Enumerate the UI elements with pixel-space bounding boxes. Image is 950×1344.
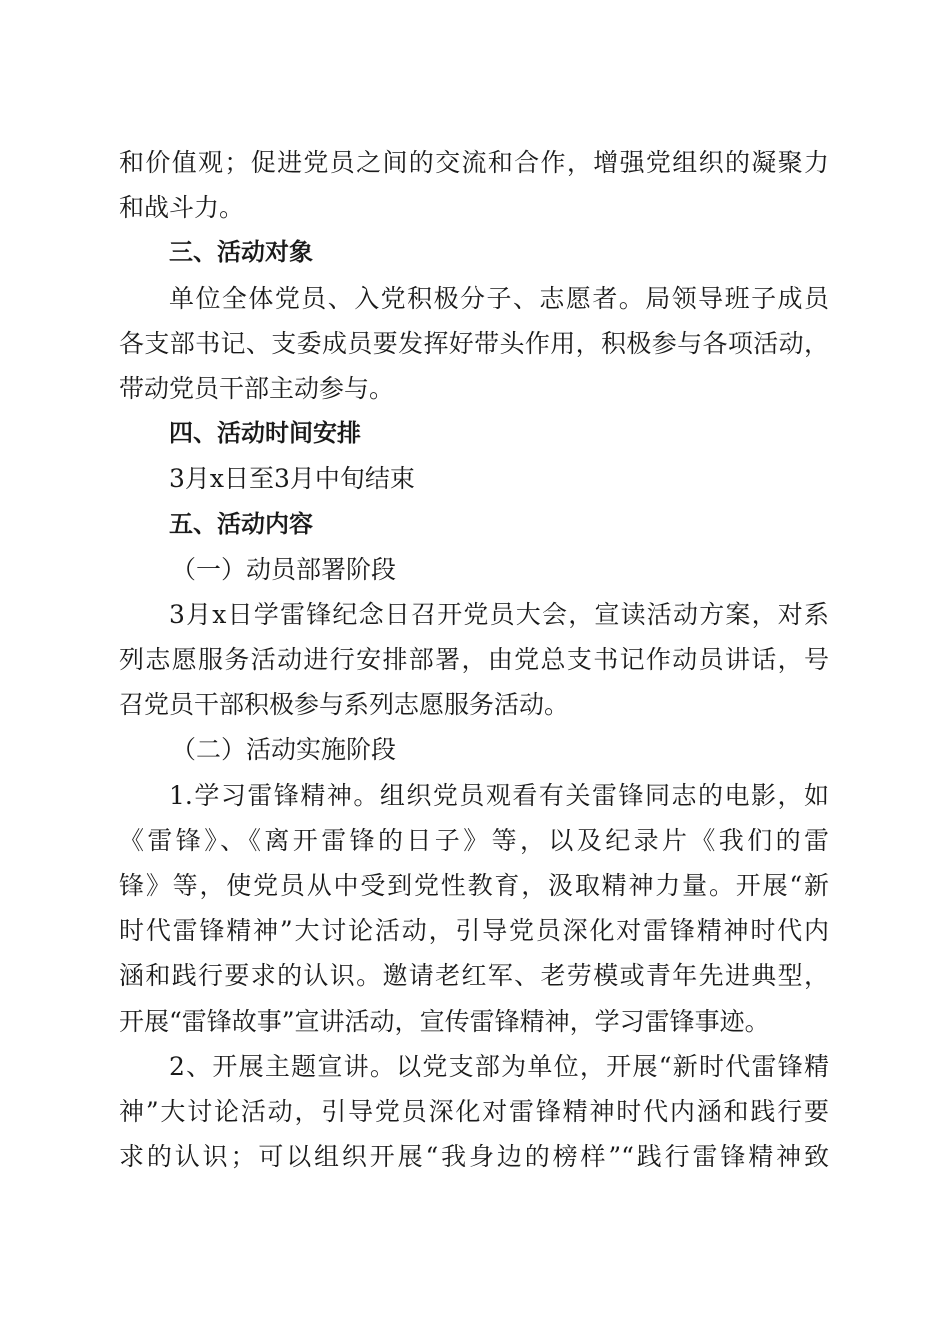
paragraph-line: 开展“雷锋故事”宣讲活动，宣传雷锋精神，学习雷锋事迹。 bbox=[119, 1006, 770, 1036]
paragraph-line: 涵和践行要求的认识。邀请老红军、老劳模或青年先进典型， bbox=[119, 961, 829, 991]
paragraph-line: 神”大讨论活动，引导党员深化对雷锋精神时代内涵和践行要 bbox=[119, 1096, 829, 1126]
paragraph-line: 各支部书记、支委成员要发挥好带头作用，积极参与各项活动， bbox=[119, 328, 829, 358]
document-body bbox=[119, 140, 829, 1179]
paragraph-line: 2、开展主题宣讲。以党支部为单位，开展“新时代雷锋精 bbox=[169, 1051, 829, 1081]
section-heading-3: 三、活动对象 bbox=[169, 238, 313, 267]
paragraph-line: 时代雷锋精神”大讨论活动，引导党员深化对雷锋精神时代内 bbox=[119, 916, 829, 946]
paragraph-line: 1.学习雷锋精神。组织党员观看有关雷锋同志的电影，如 bbox=[169, 780, 829, 810]
subsection-heading-2: （二）活动实施阶段 bbox=[171, 735, 397, 765]
subsection-heading-1: （一）动员部署阶段 bbox=[171, 554, 397, 584]
paragraph-line: 锋》等，使党员从中受到党性教育，汲取精神力量。开展“新 bbox=[119, 871, 829, 900]
paragraph-line: 和价值观；促进党员之间的交流和合作，增强党组织的凝聚力 bbox=[119, 148, 829, 177]
paragraph-line: 3月x日学雷锋纪念日召开党员大会，宣读活动方案，对系 bbox=[169, 599, 829, 629]
paragraph-line: 带动党员干部主动参与。 bbox=[119, 373, 395, 403]
paragraph-line: 3月x日至3月中旬结束 bbox=[169, 464, 415, 494]
paragraph-line: 单位全体党员、入党积极分子、志愿者。局领导班子成员 bbox=[169, 283, 829, 313]
paragraph-line: 和战斗力。 bbox=[119, 193, 245, 223]
paragraph-line: 召党员干部积极参与系列志愿服务活动。 bbox=[119, 690, 570, 720]
section-heading-4: 四、活动时间安排 bbox=[169, 419, 361, 448]
paragraph-line: 求的认识；可以组织开展“我身边的榜样”“践行雷锋精神致 bbox=[119, 1142, 829, 1172]
section-heading-5: 五、活动内容 bbox=[169, 509, 313, 538]
paragraph-line: 列志愿服务活动进行安排部署，由党总支书记作动员讲话，号 bbox=[119, 645, 829, 675]
paragraph-line: 《雷锋》、《离开雷锋的日子》等，以及纪录片《我们的雷 bbox=[119, 825, 829, 855]
